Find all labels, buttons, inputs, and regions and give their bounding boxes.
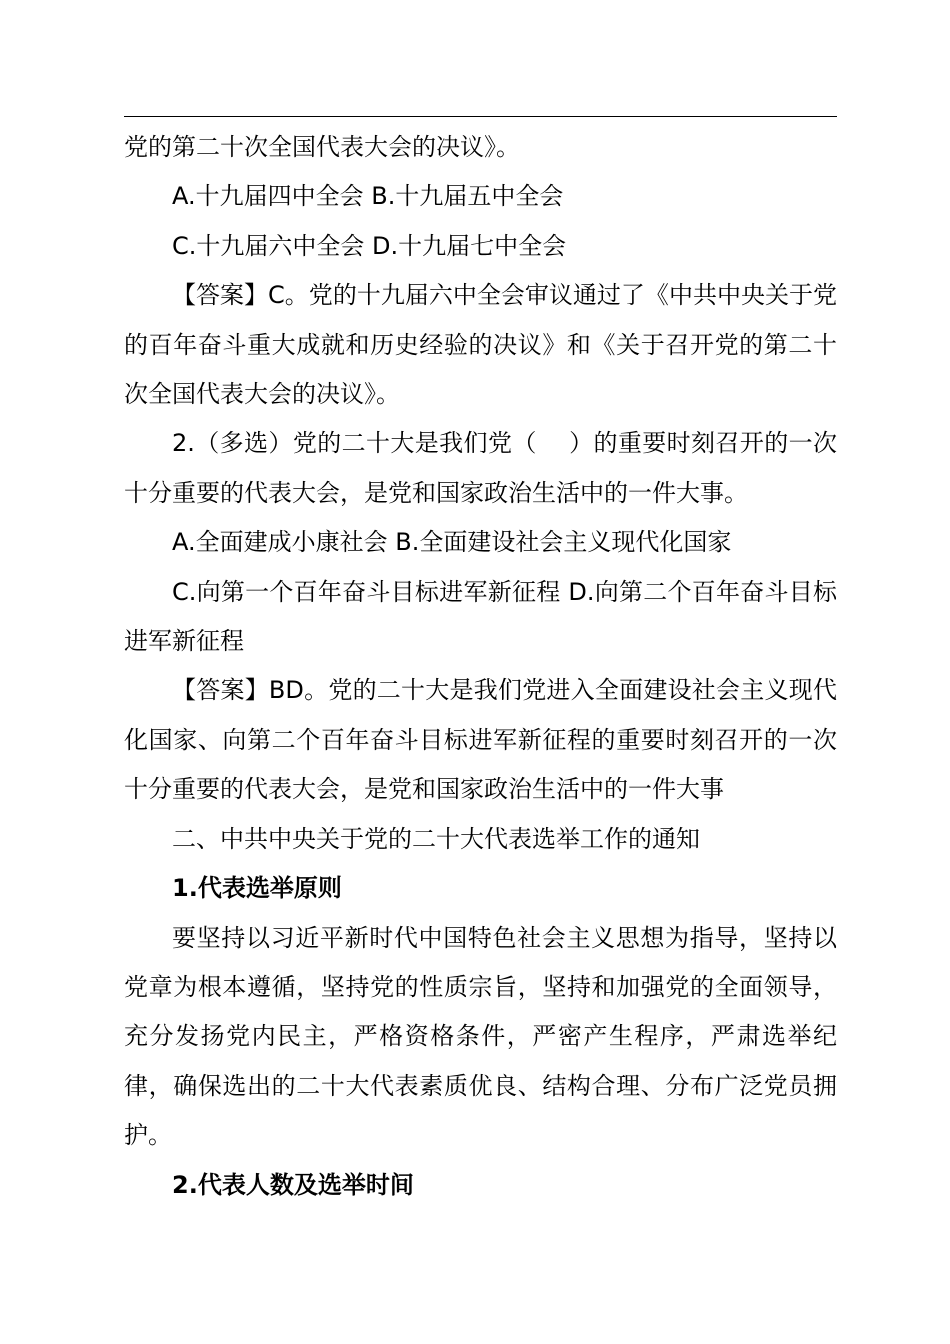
subheading-2: 2.代表人数及选举时间 — [172, 1170, 414, 1199]
option-line-a-b-2: A.全面建成小康社会 B.全面建设社会主义现代化国家 — [172, 528, 732, 557]
option-line-c-d-2: C.向第一个百年奋斗目标进军新征程 D.向第二个百年奋斗目标进军新征程 — [124, 577, 837, 656]
subheading-1: 1.代表选举原则 — [172, 874, 342, 903]
section-heading: 二、中共中央关于党的二十大代表选举工作的通知 — [172, 824, 700, 853]
body-paragraph-principles: 要坚持以习近平新时代中国特色社会主义思想为指导，坚持以党章为根本遵循，坚持党的性质宗旨，坚持和加强党的全面领导，充分发扬党内民主，严格资格条件，严密产生程序，严肃选举纪律，确保选出的二十大代表素质优良、结构合理、分布广泛党员拥护。 — [124, 923, 837, 1150]
option-line-a-b: A.十九届四中全会 B.十九届五中全会 — [172, 182, 564, 211]
document-body — [124, 123, 837, 1210]
answer-paragraph-1: 【答案】C。党的十九届六中全会审议通过了《中共中央关于党的百年奋斗重大成就和历史经验的决议》和《关于召开党的第二十次全国代表大会的决议》。 — [124, 281, 837, 409]
question-2: 2.（多选）党的二十大是我们党（ ）的重要时刻召开的一次十分重要的代表大会，是党和国家政治生活中的一件大事。 — [124, 429, 837, 507]
option-line-c-d: C.十九届六中全会 D.十九届七中全会 — [172, 231, 567, 260]
paragraph-continuation: 党的第二十次全国代表大会的决议》。 — [124, 133, 520, 161]
answer-paragraph-2: 【答案】BD。党的二十大是我们党进入全面建设社会主义现代化国家、向第二个百年奋斗目标进军新征程的重要时刻召开的一次十分重要的代表大会，是党和国家政治生活中的一件大事 — [124, 676, 837, 804]
header-rule — [124, 116, 837, 117]
